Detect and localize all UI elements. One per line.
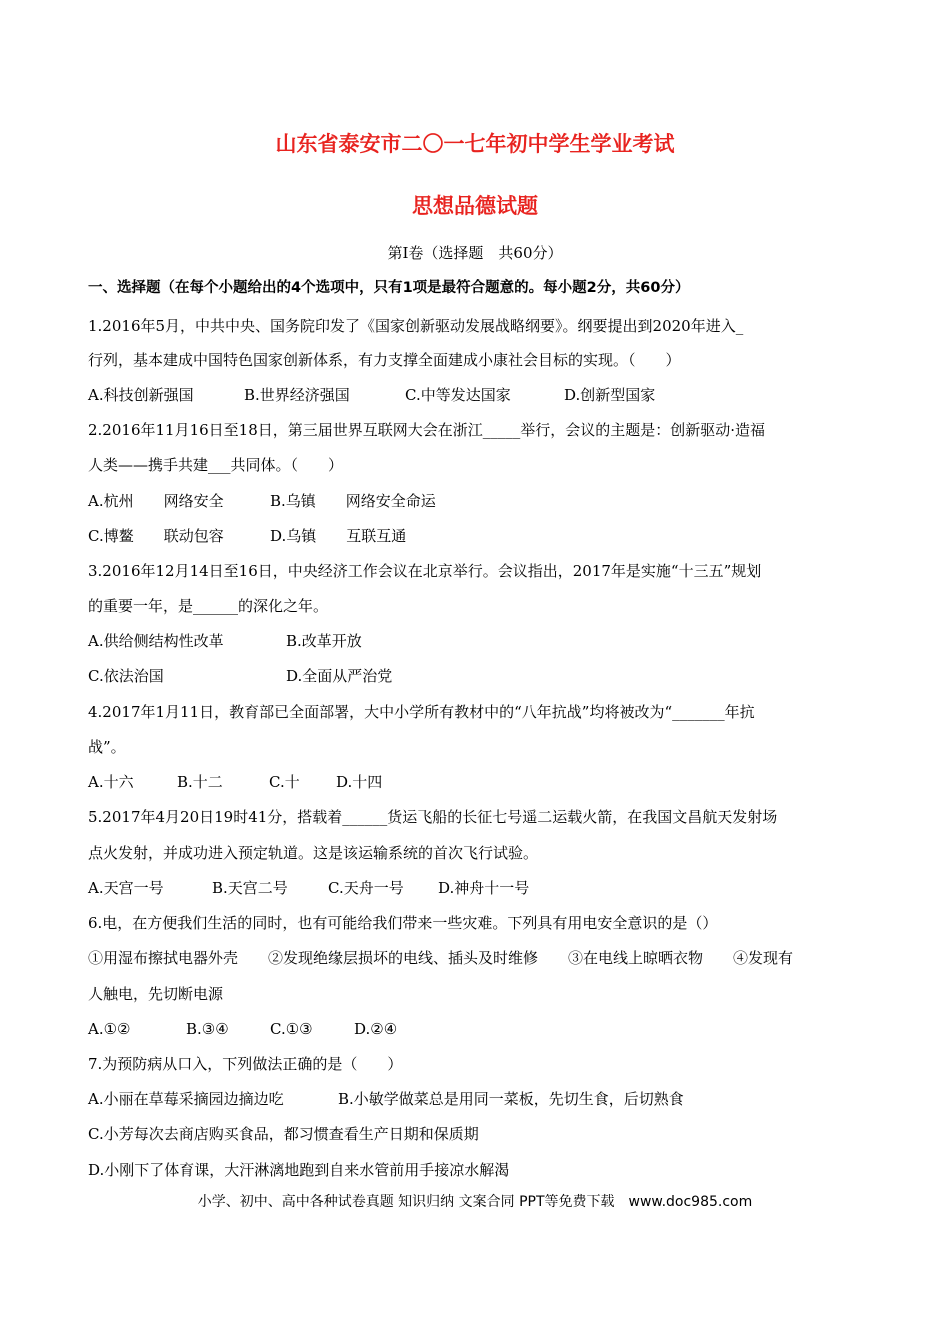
question-7-option-c: C.小芳每次去商店购买食品，都习惯查看生产日期和保质期 [88, 1125, 479, 1143]
question-4-line-1: 4.2017年1月11日，教育部已全面部署，大中小学所有教材中的“八年抗战”均将被改为“_______年抗 [88, 703, 755, 721]
option-c: C.十 [269, 773, 300, 791]
option-b: B.③④ [186, 1020, 229, 1038]
option-d: D.十四 [336, 773, 383, 791]
option-a: A.天宫一号 [88, 879, 164, 897]
option-b: B.小敏学做菜总是用同一菜板，先切生食，后切熟食 [338, 1090, 684, 1108]
option-a: A.供给侧结构性改革 [88, 632, 224, 650]
volume-label: 第Ⅰ卷（选择题 共60分） [387, 244, 563, 262]
exam-title: 山东省泰安市二〇一七年初中学生学业考试 [275, 132, 675, 156]
question-1-line-2: 行列，基本建成中国特色国家创新体系，有力支撑全面建成小康社会目标的实现。（ ） [88, 351, 681, 369]
question-3-line-2: 的重要一年，是______的深化之年。 [88, 597, 329, 615]
question-2-line-1: 2.2016年11月16日至18日，第三届世界互联网大会在浙江_____举行，会议的主题是：创新驱动·造福 [88, 421, 766, 439]
question-5-line-2: 点火发射，并成功进入预定轨道。这是该运输系统的首次飞行试验。 [88, 844, 539, 862]
option-b: B.乌镇 网络安全命运 [270, 492, 436, 510]
option-a: A.科技创新强国 [88, 386, 194, 404]
option-a: A.小丽在草莓采摘园边摘边吃 [88, 1090, 284, 1108]
option-d: D.创新型国家 [564, 386, 656, 404]
question-6-line-3: 人触电，先切断电源 [88, 985, 224, 1003]
question-2-line-2: 人类——携手共建___共同体。（ ） [88, 456, 344, 474]
option-c: C.①③ [270, 1020, 313, 1038]
option-b: B.改革开放 [286, 632, 362, 650]
option-b: B.天宫二号 [212, 879, 288, 897]
option-b: B.世界经济强国 [244, 386, 350, 404]
option-b: B.十二 [177, 773, 223, 791]
question-6-line-2: ①用湿布擦拭电器外壳 ②发现绝缘层损坏的电线、插头及时维修 ③在电线上晾晒衣物 ④发现有 [88, 949, 794, 967]
option-c: C.中等发达国家 [405, 386, 511, 404]
question-7-option-d: D.小刚下了体育课，大汗淋漓地跑到自来水管前用手接凉水解渴 [88, 1161, 510, 1179]
option-d: D.神舟十一号 [438, 879, 530, 897]
option-c: C.天舟一号 [328, 879, 404, 897]
option-d: D.全面从严治党 [286, 667, 393, 685]
option-d: D.②④ [354, 1020, 398, 1038]
question-3-line-1: 3.2016年12月14日至16日，中央经济工作会议在北京举行。会议指出，2017年是实施“十三五”规划 [88, 562, 762, 580]
question-4-line-2: 战”。 [88, 738, 126, 756]
option-c: C.博鳌 联动包容 [88, 527, 224, 545]
section-header: 一、选择题（在每个小题给出的4个选项中，只有1项是最符合题意的。每小题2分，共60分） [88, 280, 690, 296]
option-d: D.乌镇 互联互通 [270, 527, 407, 545]
option-a: A.杭州 网络安全 [88, 492, 224, 510]
footer-text: 小学、初中、高中各种试卷真题 知识归纳 文案合同 PPT等免费下载 www.doc985.com [197, 1194, 753, 1210]
question-6-line-1: 6.电，在方便我们生活的同时，也有可能给我们带来一些灾难。下列具有用电安全意识的是（） [88, 914, 718, 932]
question-5-line-1: 5.2017年4月20日19时41分，搭载着______货运飞船的长征七号遥二运载火箭，在我国文昌航天发射场 [88, 808, 778, 826]
exam-subject-title: 思想品德试题 [412, 194, 538, 218]
option-c: C.依法治国 [88, 667, 164, 685]
option-a: A.十六 [88, 773, 134, 791]
question-7-line-1: 7.为预防病从口入，下列做法正确的是（ ） [88, 1055, 403, 1073]
option-a: A.①② [88, 1020, 131, 1038]
question-1-line-1: 1.2016年5月，中共中央、国务院印发了《国家创新驱动发展战略纲要》。纲要提出到2020年进入_ [88, 317, 744, 335]
